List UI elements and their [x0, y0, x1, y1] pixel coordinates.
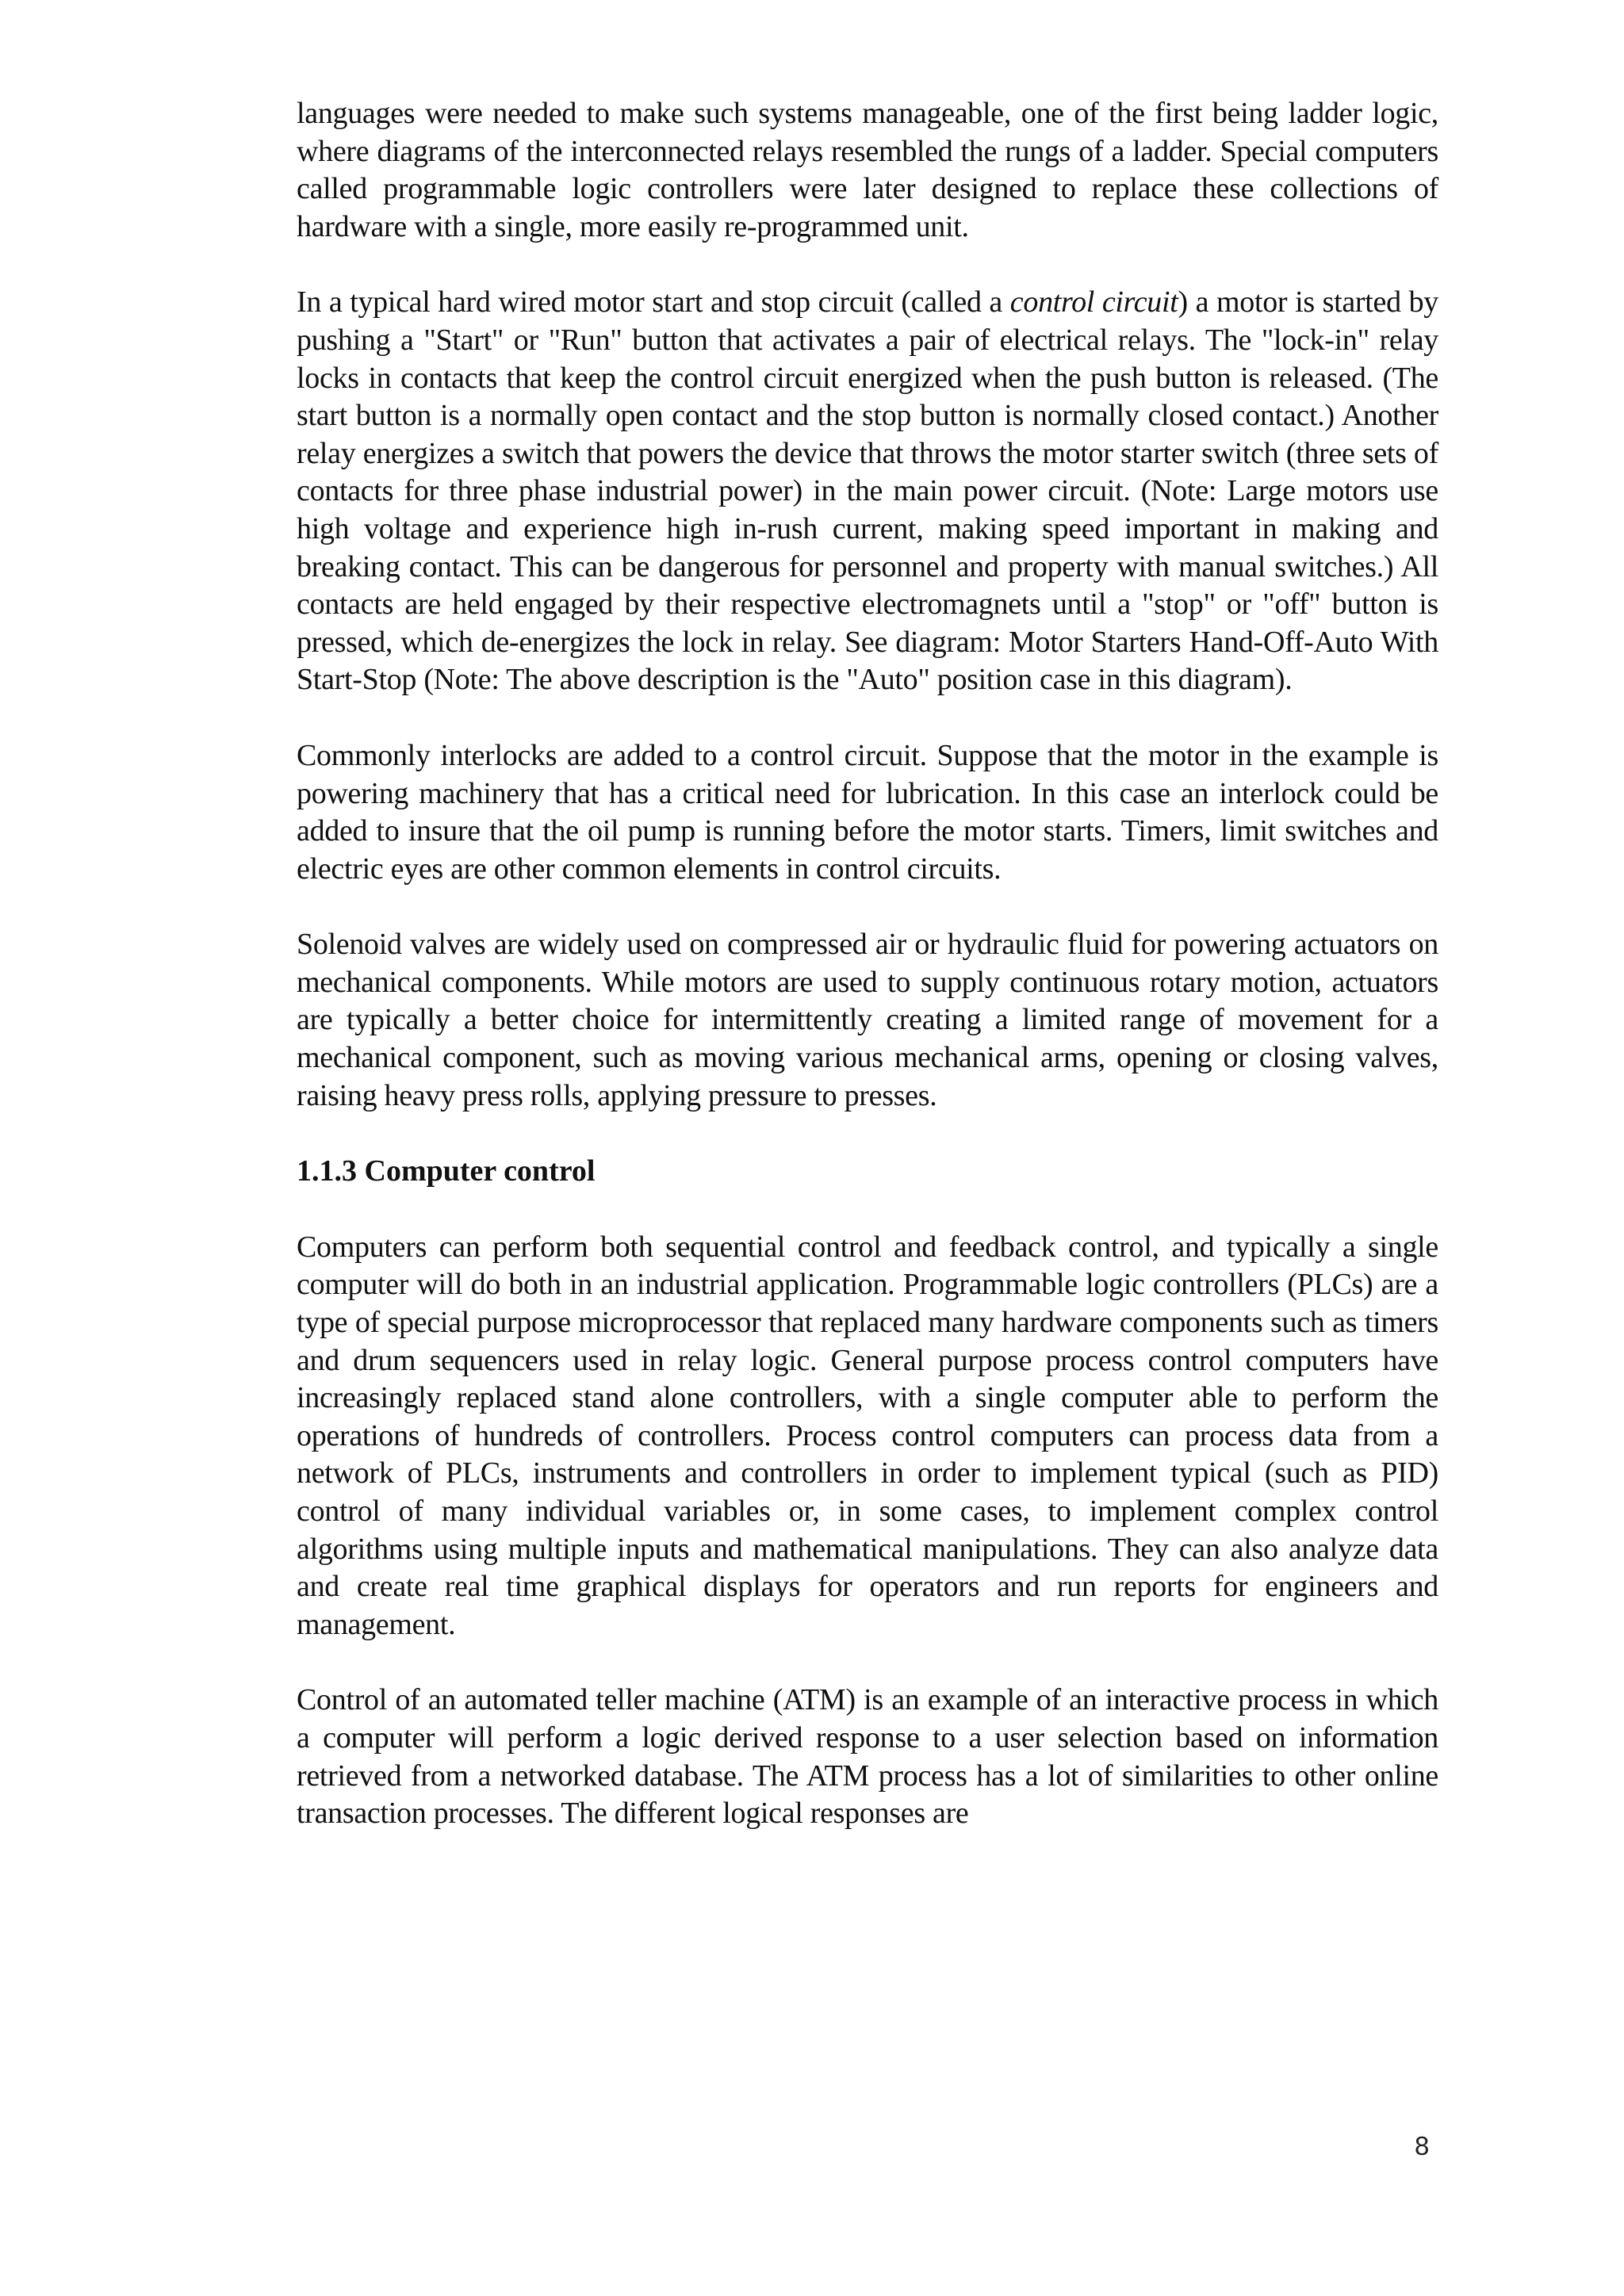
paragraph-gap — [297, 246, 1438, 284]
paragraph-interlocks: Commonly interlocks are added to a control circuit. Suppose that the motor in the example is powering machinery that has a critical need for lubrication. In this case an interlock could be added to insure that the oil pump is running before the motor starts. Timers, limit switches and electric eyes are other common elements in control circuits. — [297, 738, 1438, 886]
page-number: 8 — [1415, 2131, 1430, 2160]
paragraph-gap — [297, 1115, 1438, 1153]
paragraph-gap — [297, 699, 1438, 737]
paragraph-gap — [297, 1191, 1438, 1229]
paragraph-ladder-logic: languages were needed to make such systems manageable, one of the first being ladder logic, where diagrams of the interconnected relays resembled the rungs of a ladder. Special computers called programmable logic controllers were later designed to replace these collections of hardware with a single, more easily re-programmed unit. — [297, 97, 1438, 243]
paragraph-atm: Control of an automated teller machine (ATM) is an example of an interactive process in which a computer will perform a logic derived response to a user selection based on information retrieved from a networked database. The ATM process has a lot of similarities to other online transaction processes. The different logical responses are — [297, 1683, 1438, 1831]
paragraph-control-circuit-text-start: In a typical hard wired motor start and stop circuit (called a — [297, 285, 1010, 320]
document-page — [297, 95, 1438, 1833]
paragraph-computers: Computers can perform both sequential control and feedback control, and typically a single computer will do both in an industrial application. Programmable logic controllers (PLCs) are a type of special purpose microprocessor that replaced many hardware components such as timers and drum sequencers used in relay logic. General purpose process control computers have increasingly replaced stand alone controllers, with a single computer able to perform the operations of hundreds of controllers. Process control computers can process data from a network of PLCs, instruments and controllers in order to implement typical (such as PID) control of many individual variables or, in some cases, to implement complex control algorithms using multiple inputs and mathematical manipulations. They can also analyze data and create real time graphical displays for operators and run reports for engineers and management. — [297, 1230, 1438, 1641]
control-circuit-italic-term: control circuit — [1009, 285, 1178, 320]
section-heading-computer-control: 1.1.3 Computer control — [297, 1154, 596, 1188]
paragraph-gap — [297, 1644, 1438, 1682]
paragraph-control-circuit-text-end: ) a motor is started by pushing a "Start" or "Run" button that activates a pair of electrical relays. The "lock-in" relay locks in contacts that keep the control circuit energized when the push button is released. (The start button is a normally open contact and the stop button is normally closed contact.) Another relay energizes a switch that powers the device that throws the motor starter switch (three sets of contacts for three phase industrial power) in the main power circuit. (Note: Large motors use high voltage and experience high in-rush current, making speed important in making and breaking contact. This can be dangerous for personnel and property with manual switches.) All contacts are held engaged by their respective electromagnets until a "stop" or "off" button is pressed, which de-energizes the lock in relay. See diagram: Motor Starters Hand-Off-Auto With Start-Stop (Note: The above description is the "Auto" position case in this diagram). — [297, 285, 1438, 697]
paragraph-gap — [297, 888, 1438, 926]
paragraph-solenoid-valves: Solenoid valves are widely used on compressed air or hydraulic fluid for powering actuators on mechanical components. While motors are used to supply continuous rotary motion, actuators are typically a better choice for intermittently creating a limited range of movement for a mechanical component, such as moving various mechanical arms, opening or closing valves, raising heavy press rolls, applying pressure to presses. — [297, 928, 1438, 1112]
paragraph-control-circuit — [297, 284, 1438, 699]
